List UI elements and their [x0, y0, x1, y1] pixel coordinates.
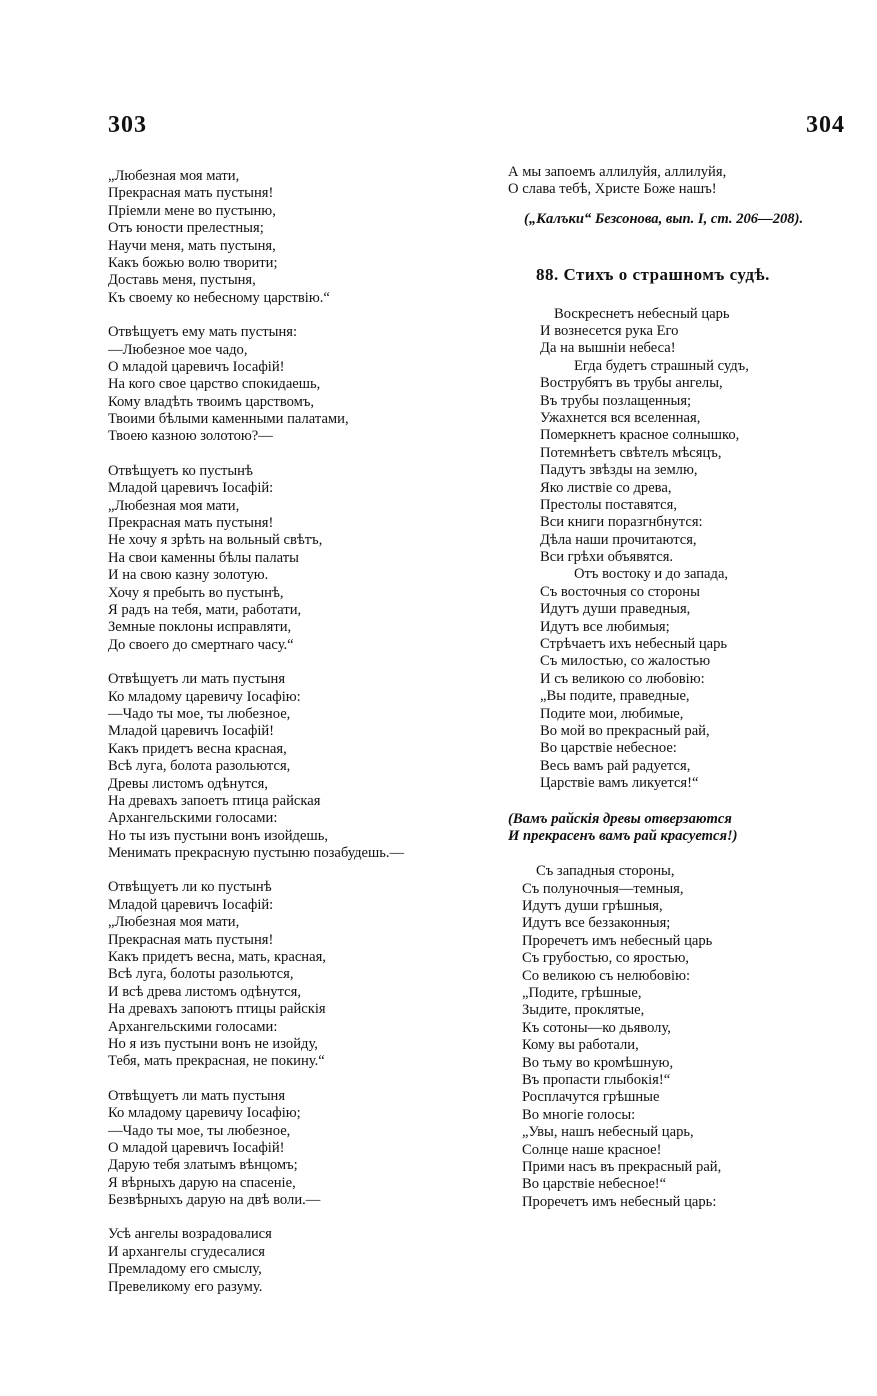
text-line: Съ восточныя со стороны [540, 583, 700, 600]
text-line: Зыдите, проклятые, [522, 1002, 645, 1019]
text-line: Подите мои, любимые, [540, 705, 684, 722]
stanza [108, 168, 478, 307]
text-line: Вси книги поразгнбнутся: [540, 514, 703, 531]
text-line: Яко листвіе со древа, [540, 479, 672, 496]
text-line: Прекрасная мать пустыня! [108, 931, 274, 948]
closing-lines [508, 164, 853, 199]
text-line: Отъ востоку и до запада, [574, 566, 729, 583]
text-line: Земные поклоны исправляти, [108, 619, 292, 636]
text-line: Да на вышніи небеса! [540, 340, 676, 357]
stanza [108, 1226, 478, 1296]
text-line: Потемнѣетъ свѣтелъ мѣсяцъ, [540, 444, 722, 461]
text-line: Прими насъ въ прекрасный рай, [522, 1158, 722, 1175]
text-line: Отъ юности прелестныя; [108, 220, 264, 237]
page-number-right: 304 [806, 112, 845, 138]
text-line: Младой царевичъ Іосафій: [108, 896, 274, 913]
text-line: Съ грубостью, со яростью, [522, 950, 690, 967]
text-line: Менимать прекрасную пустыню позабудешь.— [108, 845, 405, 862]
text-line: Доставь меня, пустыня, [108, 272, 256, 289]
text-line: О слава тебѣ, Христе Боже нашъ! [508, 181, 717, 198]
text-line: Прекрасная мать пустыня! [108, 185, 274, 202]
source-citation: („Калъки“ Безсонова, вып. I, ст. 206—208). [524, 210, 804, 227]
italic-note [508, 811, 853, 846]
text-line: Со великою съ нелюбовію: [522, 967, 691, 984]
text-line: „Подите, грѣшные, [522, 985, 642, 1002]
text-line: На свои каменны бѣлы палаты [108, 549, 299, 566]
text-line: О младой царевичъ Іосафій! [108, 358, 285, 375]
text-line: Проречетъ имъ небесный царь [522, 932, 713, 949]
text-line: Не хочу я зрѣть на вольный свѣтъ, [108, 532, 323, 549]
text-line: „Любезная моя мати, [108, 497, 240, 514]
text-line: Хочу я пребыть во пустынѣ, [108, 584, 284, 601]
right-column [508, 164, 853, 1211]
text-line: Младой царевичъ Іосафій: [108, 480, 274, 497]
text-line: Во царствіе небесное!“ [522, 1176, 667, 1193]
text-line: Съ милостью, со жалостью [540, 653, 711, 670]
text-line: Царствіе вамъ ликуется!“ [540, 775, 699, 792]
text-line: „Вы подите, праведные, [540, 688, 690, 705]
text-line: Отвѣщуетъ ли мать пустыня [108, 671, 286, 688]
text-line: Проречетъ имъ небесный царь: [522, 1193, 717, 1210]
text-line: Въ пропасти глыбокія!“ [522, 1072, 671, 1088]
text-line: И съ великою со любовію: [540, 670, 705, 687]
text-line: Отвѣщуетъ ему мать пустыня: [108, 324, 298, 341]
text-line: „Увы, нашъ небесный царь, [522, 1124, 694, 1141]
text-line: Младой царевичъ Іосафій! [108, 723, 275, 740]
stanza [108, 671, 478, 862]
text-line: На кого свое царство спокидаешь, [108, 376, 321, 393]
text-line: Твоими бѣлыми каменными палатами, [108, 411, 349, 428]
text-line: На древахъ запоетъ птица райская [108, 792, 321, 809]
section-heading: 88. Стихъ о страшномъ судѣ. [536, 265, 770, 285]
text-line: Стрѣчаетъ ихъ небесный царь [540, 636, 728, 653]
stanza [108, 463, 478, 654]
text-line: Престолы поставятся, [540, 496, 677, 513]
text-line: —Любезное мое чадо, [108, 341, 248, 358]
text-line: Кому владѣть твоимъ царствомъ, [108, 393, 315, 410]
text-line: Съ полуночныя—темныя, [522, 880, 684, 897]
text-line: Древы листомъ одѣнутся, [108, 775, 269, 792]
text-line: До своего до смертнаго часу.“ [108, 636, 294, 653]
text-line: Пріемли мене во пустыню, [108, 202, 276, 219]
text-line: —Чадо ты мое, ты любезное, [108, 1122, 291, 1139]
text-line: Превеликому его разуму. [108, 1278, 263, 1295]
text-line: Прекрасная мать пустыня! [108, 515, 274, 532]
text-line: „Любезная моя мати, [108, 914, 240, 931]
text-line: Всѣ луга, болоты разольются, [108, 966, 294, 983]
text-line: Съ западныя стороны, [536, 863, 675, 880]
text-line: Солнце наше красное! [522, 1141, 662, 1158]
text-line: Идутъ души грѣшныя, [522, 898, 663, 915]
text-line: Во царствіе небесное: [540, 740, 677, 757]
text-line: Отвѣщуетъ ли ко пустынѣ [108, 879, 272, 896]
text-line: И вознесется рука Его [540, 322, 679, 339]
text-line: Во многіе голосы: [522, 1106, 636, 1123]
text-line: И на свою казну золотую. [108, 567, 269, 584]
text-line: Я вѣрныхъ дарую на спасеніе, [108, 1174, 296, 1191]
text-line: И прекрасенъ вамъ рай красуется!) [508, 827, 738, 844]
text-line: Дѣла наши прочитаются, [540, 531, 697, 548]
text-line: Падутъ звѣзды на землю, [540, 462, 698, 479]
text-line: Воскреснетъ небесный царь [554, 305, 730, 322]
text-line: Ко младому царевичу Іосафію; [108, 1105, 301, 1122]
text-line: Померкнетъ красное солнышко, [540, 427, 740, 444]
text-line: Дарую тебя златымъ вѣнцомъ; [108, 1157, 298, 1174]
text-line: Но я изъ пустыни вонъ не изойду, [108, 1035, 318, 1052]
text-line: Весь вамъ рай радуется, [540, 757, 691, 774]
text-line: Какъ придетъ весна красная, [108, 740, 287, 757]
text-line: А мы запоемъ аллилуйя, аллилуйя, [508, 164, 727, 180]
text-line: Какъ придетъ весна, мать, красная, [108, 949, 326, 966]
text-line: Ко младому царевичу Іосафію: [108, 688, 301, 705]
text-line: Отвѣщуетъ ко пустынѣ [108, 462, 253, 479]
verse-block [508, 863, 853, 1211]
text-line: Кому вы работали, [522, 1037, 639, 1054]
text-line: Научи меня, мать пустыня, [108, 237, 276, 254]
text-line: Но ты изъ пустыни вонъ изойдешь, [108, 827, 329, 844]
text-line: Архангельскими голосами: [108, 1018, 278, 1035]
text-line: Архангельскими голосами: [108, 810, 278, 827]
text-line: Отвѣщуетъ ли мать пустыня [108, 1087, 286, 1104]
verse-block [508, 306, 853, 793]
text-line: И архангелы сгудесалися [108, 1243, 266, 1260]
text-line: Идутъ все беззаконныя; [522, 915, 671, 932]
text-line: Какъ божью волю творити; [108, 254, 278, 271]
text-line: На древахъ запоютъ птицы райскія [108, 1001, 326, 1018]
stanza [108, 879, 478, 1070]
text-line: Усѣ ангелы возрадовалися [108, 1226, 272, 1243]
text-line: Во мой во прекрасный рай, [540, 722, 710, 739]
text-line: Росплачутся грѣшные [522, 1089, 660, 1106]
left-column [108, 168, 478, 1313]
text-line: Къ своему ко небесному царствію.“ [108, 289, 330, 306]
text-line: —Чадо ты мое, ты любезное, [108, 705, 291, 722]
stanza [108, 1088, 478, 1210]
text-line: (Вамъ райскія древы отверзаются [508, 810, 732, 827]
text-line: Вси грѣхи объявятся. [540, 549, 674, 566]
text-line: Тебя, мать прекрасная, не покину.“ [108, 1053, 325, 1070]
text-line: Премладому его смыслу, [108, 1261, 262, 1278]
text-line: О младой царевичъ Іосафій! [108, 1139, 285, 1156]
text-line: Идутъ души праведныя, [540, 601, 691, 618]
text-line: Твоею казною золотою?— [108, 428, 273, 445]
stanza [108, 324, 478, 446]
text-line: Всѣ луга, болота разольются, [108, 758, 291, 775]
text-line: Во тьму во кромѣшную, [522, 1054, 674, 1071]
text-line: Къ сотоны—ко дьяволу, [522, 1019, 671, 1036]
text-line: И всѣ древа листомъ одѣнутся, [108, 983, 301, 1000]
text-line: Безвѣрныхъ дарую на двѣ воли.— [108, 1192, 321, 1209]
text-line: „Любезная моя мати, [108, 168, 240, 184]
text-line: Вострубятъ въ трубы ангелы, [540, 375, 723, 392]
text-line: Въ трубы позлащенныя; [540, 392, 692, 409]
text-line: Идутъ все любимыя; [540, 618, 670, 635]
text-line: Егда будетъ страшный судъ, [574, 357, 749, 374]
page-number-left: 303 [108, 112, 147, 138]
text-line: Я радъ на тебя, мати, работати, [108, 601, 302, 618]
text-line: Ужахнется вся вселенная, [540, 409, 701, 426]
